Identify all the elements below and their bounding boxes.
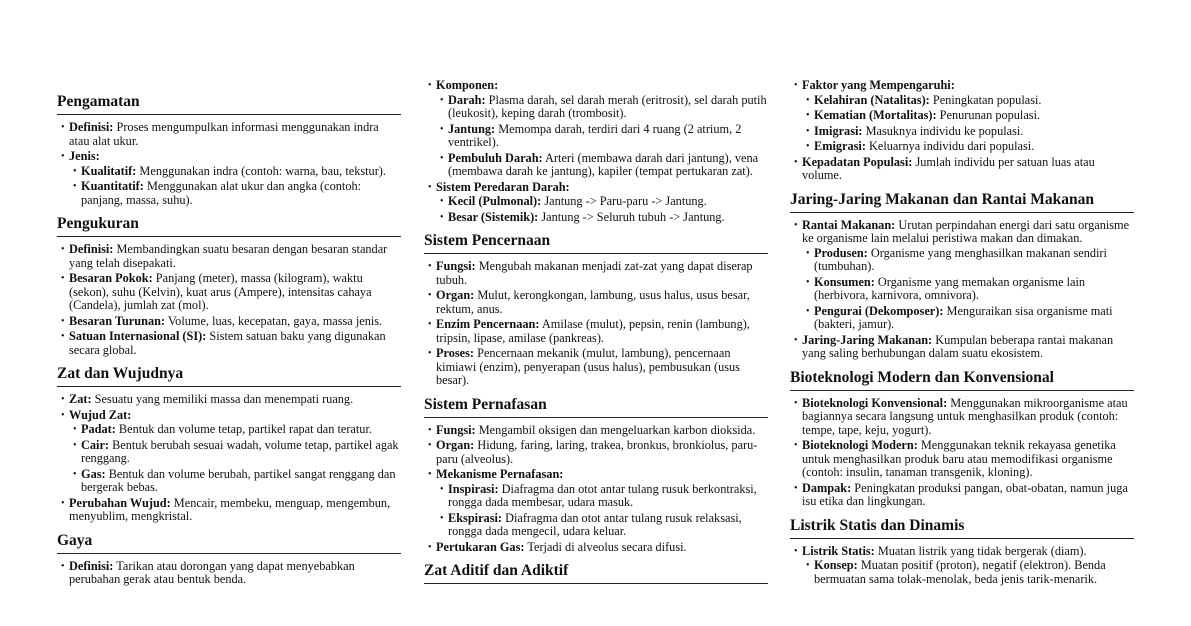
item-text: Kumpulan beberapa rantai makanan yang saling berhubungan dalam suatu ekosistem. <box>802 332 1114 360</box>
list-item <box>424 260 768 287</box>
list-item <box>69 423 401 437</box>
item-term: Darah: <box>448 92 486 107</box>
section-listrik-statis-dan-dinamis <box>790 517 1134 587</box>
item-term: Enzim Pencernaan: <box>436 317 540 331</box>
column-2 <box>424 79 768 592</box>
bullet-list <box>57 243 401 357</box>
item-term: Proses: <box>436 346 475 360</box>
sub-list <box>436 195 768 224</box>
item-term: Konsep: <box>814 558 858 572</box>
section-heading: Pengamatan <box>57 93 401 115</box>
item-text: Menggunakan mikroorganisme atau bagiannya secara langsung untuk menghasilkan produk (contoh: tempe, tape, keju, yogurt). <box>802 395 1128 437</box>
item-text: Bentuk dan volume tetap, partikel rapat dan teratur. <box>118 422 372 436</box>
item-text: Diafragma dan otot antar tulang rusuk relaksasi, rongga dada mengecil, udara keluar. <box>448 510 742 538</box>
item-term: Bioteknologi Konvensional: <box>802 395 948 410</box>
item-text: Panjang (meter), massa (kilogram), waktu (sekon), suhu (Kelvin), kuat arus (Ampere), intensitas cahaya (Candela), jumlah zat (mol). <box>69 271 372 312</box>
list-item <box>424 347 768 388</box>
bullet-list <box>790 219 1134 361</box>
item-term: Jaring-Jaring Makanan: <box>802 332 933 347</box>
section-heading: Jaring-Jaring Makanan dan Rantai Makanan <box>790 191 1134 213</box>
item-term: Jantung: <box>448 121 496 136</box>
item-text: Menggunakan teknik rekayasa genetika untuk menghasilkan produk baru atau memodifikasi organisme (contoh: insulin, tanaman transgenik, kloning). <box>802 438 1116 479</box>
item-term: Zat: <box>69 392 92 406</box>
item-text: Masuknya individu ke populasi. <box>865 123 1024 138</box>
section-gaya <box>57 532 401 587</box>
item-term: Rantai Makanan: <box>802 217 896 232</box>
list-item <box>424 318 768 345</box>
list-item <box>57 243 401 270</box>
item-term: Kelahiran (Natalitas): <box>814 92 930 107</box>
section-continued <box>790 79 1134 183</box>
list-item <box>436 211 768 225</box>
item-text: Sesuatu yang memiliki massa dan menempati ruang. <box>94 392 354 406</box>
list-item <box>802 140 1134 154</box>
list-item <box>790 482 1134 509</box>
list-item <box>436 483 768 510</box>
section-heading: Bioteknologi Modern dan Konvensional <box>790 369 1134 391</box>
item-text: Mengubah makanan menjadi zat-zat yang dapat diserap tubuh. <box>436 259 753 287</box>
item-text: Tarikan atau dorongan yang dapat menyebabkan perubahan gerak atau bentuk benda. <box>69 558 355 586</box>
section-heading: Pengukuran <box>57 215 401 237</box>
bullet-list <box>424 424 768 555</box>
section-heading: Zat Aditif dan Adiktif <box>424 562 768 584</box>
section-pengamatan <box>57 93 401 207</box>
sub-list <box>436 483 768 539</box>
item-term: Kepadatan Populasi: <box>802 154 913 169</box>
list-item <box>57 560 401 587</box>
item-text: Muatan positif (proton), negatif (elektron). Benda bermuatan sama tolak-menolak, beda jenis tarik-menarik. <box>814 558 1106 586</box>
item-term: Besaran Turunan: <box>69 313 166 328</box>
section-pengukuran <box>57 215 401 357</box>
list-item <box>802 109 1134 123</box>
item-term: Wujud Zat: <box>69 407 132 422</box>
list-item <box>57 393 401 407</box>
section-zat-aditif-dan-adiktif <box>424 562 768 584</box>
item-term: Faktor yang Mempengaruhi: <box>802 78 955 92</box>
list-item <box>424 181 768 225</box>
section-heading: Zat dan Wujudnya <box>57 365 401 387</box>
sub-list <box>802 247 1134 332</box>
item-text: Bentuk berubah sesuai wadah, volume tetap, partikel agak renggang. <box>81 437 399 465</box>
list-item <box>790 219 1134 332</box>
item-term: Besaran Pokok: <box>69 271 153 285</box>
item-term: Organ: <box>436 438 475 452</box>
item-text: Menggunakan indra (contoh: warna, bau, tekstur). <box>139 163 386 178</box>
item-text: Menggunakan alat ukur dan angka (contoh: panjang, massa, suhu). <box>81 179 362 207</box>
item-text: Mencair, membeku, menguap, mengembun, menyublim, mengkristal. <box>69 495 391 523</box>
list-item <box>436 512 768 539</box>
item-text: Menguraikan sisa organisme mati (bakteri, jamur). <box>814 303 1113 331</box>
item-text: Organisme yang menghasilkan makanan sendiri (tumbuhan). <box>814 245 1107 273</box>
list-item <box>436 94 768 121</box>
list-item <box>424 79 768 179</box>
section-zat-dan-wujudnya <box>57 365 401 524</box>
item-text: Arteri (membawa darah dari jantung), vena (membawa darah ke jantung), kapiler (tempat pertukaran zat). <box>448 150 759 178</box>
item-term: Cair: <box>81 437 109 452</box>
list-item <box>57 315 401 329</box>
item-term: Kecil (Pulmonal): <box>448 194 542 208</box>
list-item <box>436 152 768 179</box>
list-item <box>69 165 401 179</box>
item-term: Mekanisme Pernafasan: <box>436 467 564 481</box>
item-term: Perubahan Wujud: <box>69 495 171 510</box>
sub-list <box>69 165 401 208</box>
bullet-list <box>790 545 1134 587</box>
item-term: Emigrasi: <box>814 139 866 153</box>
list-item <box>424 541 768 555</box>
sub-list <box>802 559 1134 586</box>
list-item <box>57 330 401 357</box>
list-item <box>790 156 1134 183</box>
item-text: Penurunan populasi. <box>939 108 1041 122</box>
item-term: Komponen: <box>436 78 499 92</box>
item-term: Kuantitatif: <box>81 179 144 193</box>
item-text: Membandingkan suatu besaran dengan besaran standar yang telah disepakati. <box>69 242 388 270</box>
list-item <box>424 424 768 438</box>
bullet-list <box>57 393 401 524</box>
list-item <box>790 79 1134 154</box>
column-1 <box>57 93 401 595</box>
item-text: Mengambil oksigen dan mengeluarkan karbon dioksida. <box>478 422 756 437</box>
list-item <box>790 545 1134 587</box>
section-jaring-jaring-makanan-dan-rantai-makanan <box>790 191 1134 361</box>
item-text: Volume, luas, kecepatan, gaya, massa jenis. <box>167 313 383 328</box>
item-term: Satuan Internasional (SI): <box>69 329 207 343</box>
item-text: Hidung, faring, laring, trakea, bronkus, bronkiolus, paru-paru (alveolus). <box>436 438 758 466</box>
list-item <box>424 289 768 316</box>
list-item <box>69 468 401 495</box>
list-item <box>802 94 1134 108</box>
item-term: Listrik Statis: <box>802 543 875 558</box>
section-heading: Listrik Statis dan Dinamis <box>790 517 1134 539</box>
item-text: Muatan listrik yang tidak bergerak (diam). <box>877 543 1087 558</box>
list-item <box>802 276 1134 303</box>
item-term: Pertukaran Gas: <box>436 539 525 554</box>
list-item <box>802 305 1134 332</box>
item-text: Plasma darah, sel darah merah (eritrosit), sel darah putih (leukosit), keping darah (trombosit). <box>448 92 767 120</box>
list-item <box>69 180 401 207</box>
item-text: Proses mengumpulkan informasi menggunakan indra atau alat ukur. <box>69 120 379 148</box>
item-text: Organisme yang memakan organisme lain (herbivora, karnivora, omnivora). <box>814 274 1086 302</box>
item-term: Pengurai (Dekomposer): <box>814 303 944 318</box>
list-item <box>57 497 401 524</box>
bullet-list <box>790 397 1134 509</box>
section-sistem-pernafasan <box>424 396 768 555</box>
item-term: Ekspirasi: <box>448 510 502 525</box>
item-term: Definisi: <box>69 120 114 134</box>
item-text: Peningkatan produksi pangan, obat-obatan, namun juga isu etika dan lingkungan. <box>802 480 1128 508</box>
item-term: Fungsi: <box>436 422 476 437</box>
list-item <box>424 468 768 539</box>
item-text: Terjadi di alveolus secara difusi. <box>527 539 687 554</box>
bullet-list <box>424 260 768 388</box>
item-text: Memompa darah, terdiri dari 4 ruang (2 atrium, 2 ventrikel). <box>448 121 742 149</box>
item-text: Mulut, kerongkongan, lambung, usus halus, usus besar, rektum, anus. <box>436 288 750 316</box>
list-item <box>790 334 1134 361</box>
bullet-list <box>424 79 768 224</box>
item-text: Peningkatan populasi. <box>932 92 1042 107</box>
item-term: Imigrasi: <box>814 123 863 138</box>
item-text: Bentuk dan volume berubah, partikel sangat renggang dan bergerak bebas. <box>81 466 396 494</box>
item-text: Diafragma dan otot antar tulang rusuk berkontraksi, rongga dada membesar, udara masuk. <box>448 481 757 509</box>
list-item <box>57 150 401 207</box>
item-text: Jantung -> Paru-paru -> Jantung. <box>544 194 707 208</box>
item-term: Gas: <box>81 466 106 481</box>
item-term: Produsen: <box>814 245 868 260</box>
list-item <box>802 247 1134 274</box>
item-term: Definisi: <box>69 242 114 256</box>
item-term: Fungsi: <box>436 259 476 273</box>
item-term: Kualitatif: <box>81 163 137 178</box>
item-term: Konsumen: <box>814 274 875 289</box>
bullet-list <box>57 121 401 207</box>
section-heading: Sistem Pernafasan <box>424 396 768 418</box>
list-item <box>69 439 401 466</box>
item-term: Organ: <box>436 288 475 302</box>
item-term: Besar (Sistemik): <box>448 209 539 224</box>
list-item <box>57 272 401 313</box>
item-term: Bioteknologi Modern: <box>802 438 918 452</box>
item-term: Sistem Peredaran Darah: <box>436 179 570 194</box>
item-text: Amilase (mulut), pepsin, renin (lambung), tripsin, lipase, amilase (pankreas). <box>436 317 750 345</box>
list-item <box>57 121 401 148</box>
item-term: Pembuluh Darah: <box>448 150 543 165</box>
list-item <box>436 195 768 209</box>
column-3 <box>790 79 1134 594</box>
item-term: Jenis: <box>69 149 100 163</box>
item-term: Definisi: <box>69 558 114 573</box>
list-item <box>790 439 1134 480</box>
bullet-list <box>790 79 1134 183</box>
section-heading: Sistem Pencernaan <box>424 232 768 254</box>
item-text: Jantung -> Seluruh tubuh -> Jantung. <box>541 209 725 224</box>
item-text: Keluarnya individu dari populasi. <box>869 139 1035 153</box>
list-item <box>436 123 768 150</box>
item-term: Padat: <box>81 422 116 436</box>
section-continued <box>424 79 768 224</box>
section-sistem-pencernaan <box>424 232 768 388</box>
section-heading: Gaya <box>57 532 401 554</box>
list-item <box>57 409 401 495</box>
item-text: Sistem satuan baku yang digunakan secara global. <box>69 329 386 357</box>
item-term: Inspirasi: <box>448 481 499 496</box>
item-text: Urutan perpindahan energi dari satu organisme ke organisme lain melalui peristiwa makan dan dimakan. <box>802 217 1130 245</box>
item-term: Dampak: <box>802 480 852 495</box>
sub-list <box>69 423 401 495</box>
item-text: Pencernaan mekanik (mulut, lambung), pencernaan kimiawi (enzim), penyerapan (usus halus), pembusukan (usus besar). <box>436 346 740 387</box>
sub-list <box>802 94 1134 154</box>
item-text: Jumlah individu per satuan luas atau volume. <box>802 154 1095 182</box>
item-term: Kematian (Mortalitas): <box>814 108 937 122</box>
bullet-list <box>57 560 401 587</box>
sub-list <box>436 94 768 179</box>
list-item <box>802 125 1134 139</box>
section-bioteknologi-modern-dan-konvensional <box>790 369 1134 509</box>
list-item <box>790 397 1134 438</box>
list-item <box>802 559 1134 586</box>
list-item <box>424 439 768 466</box>
